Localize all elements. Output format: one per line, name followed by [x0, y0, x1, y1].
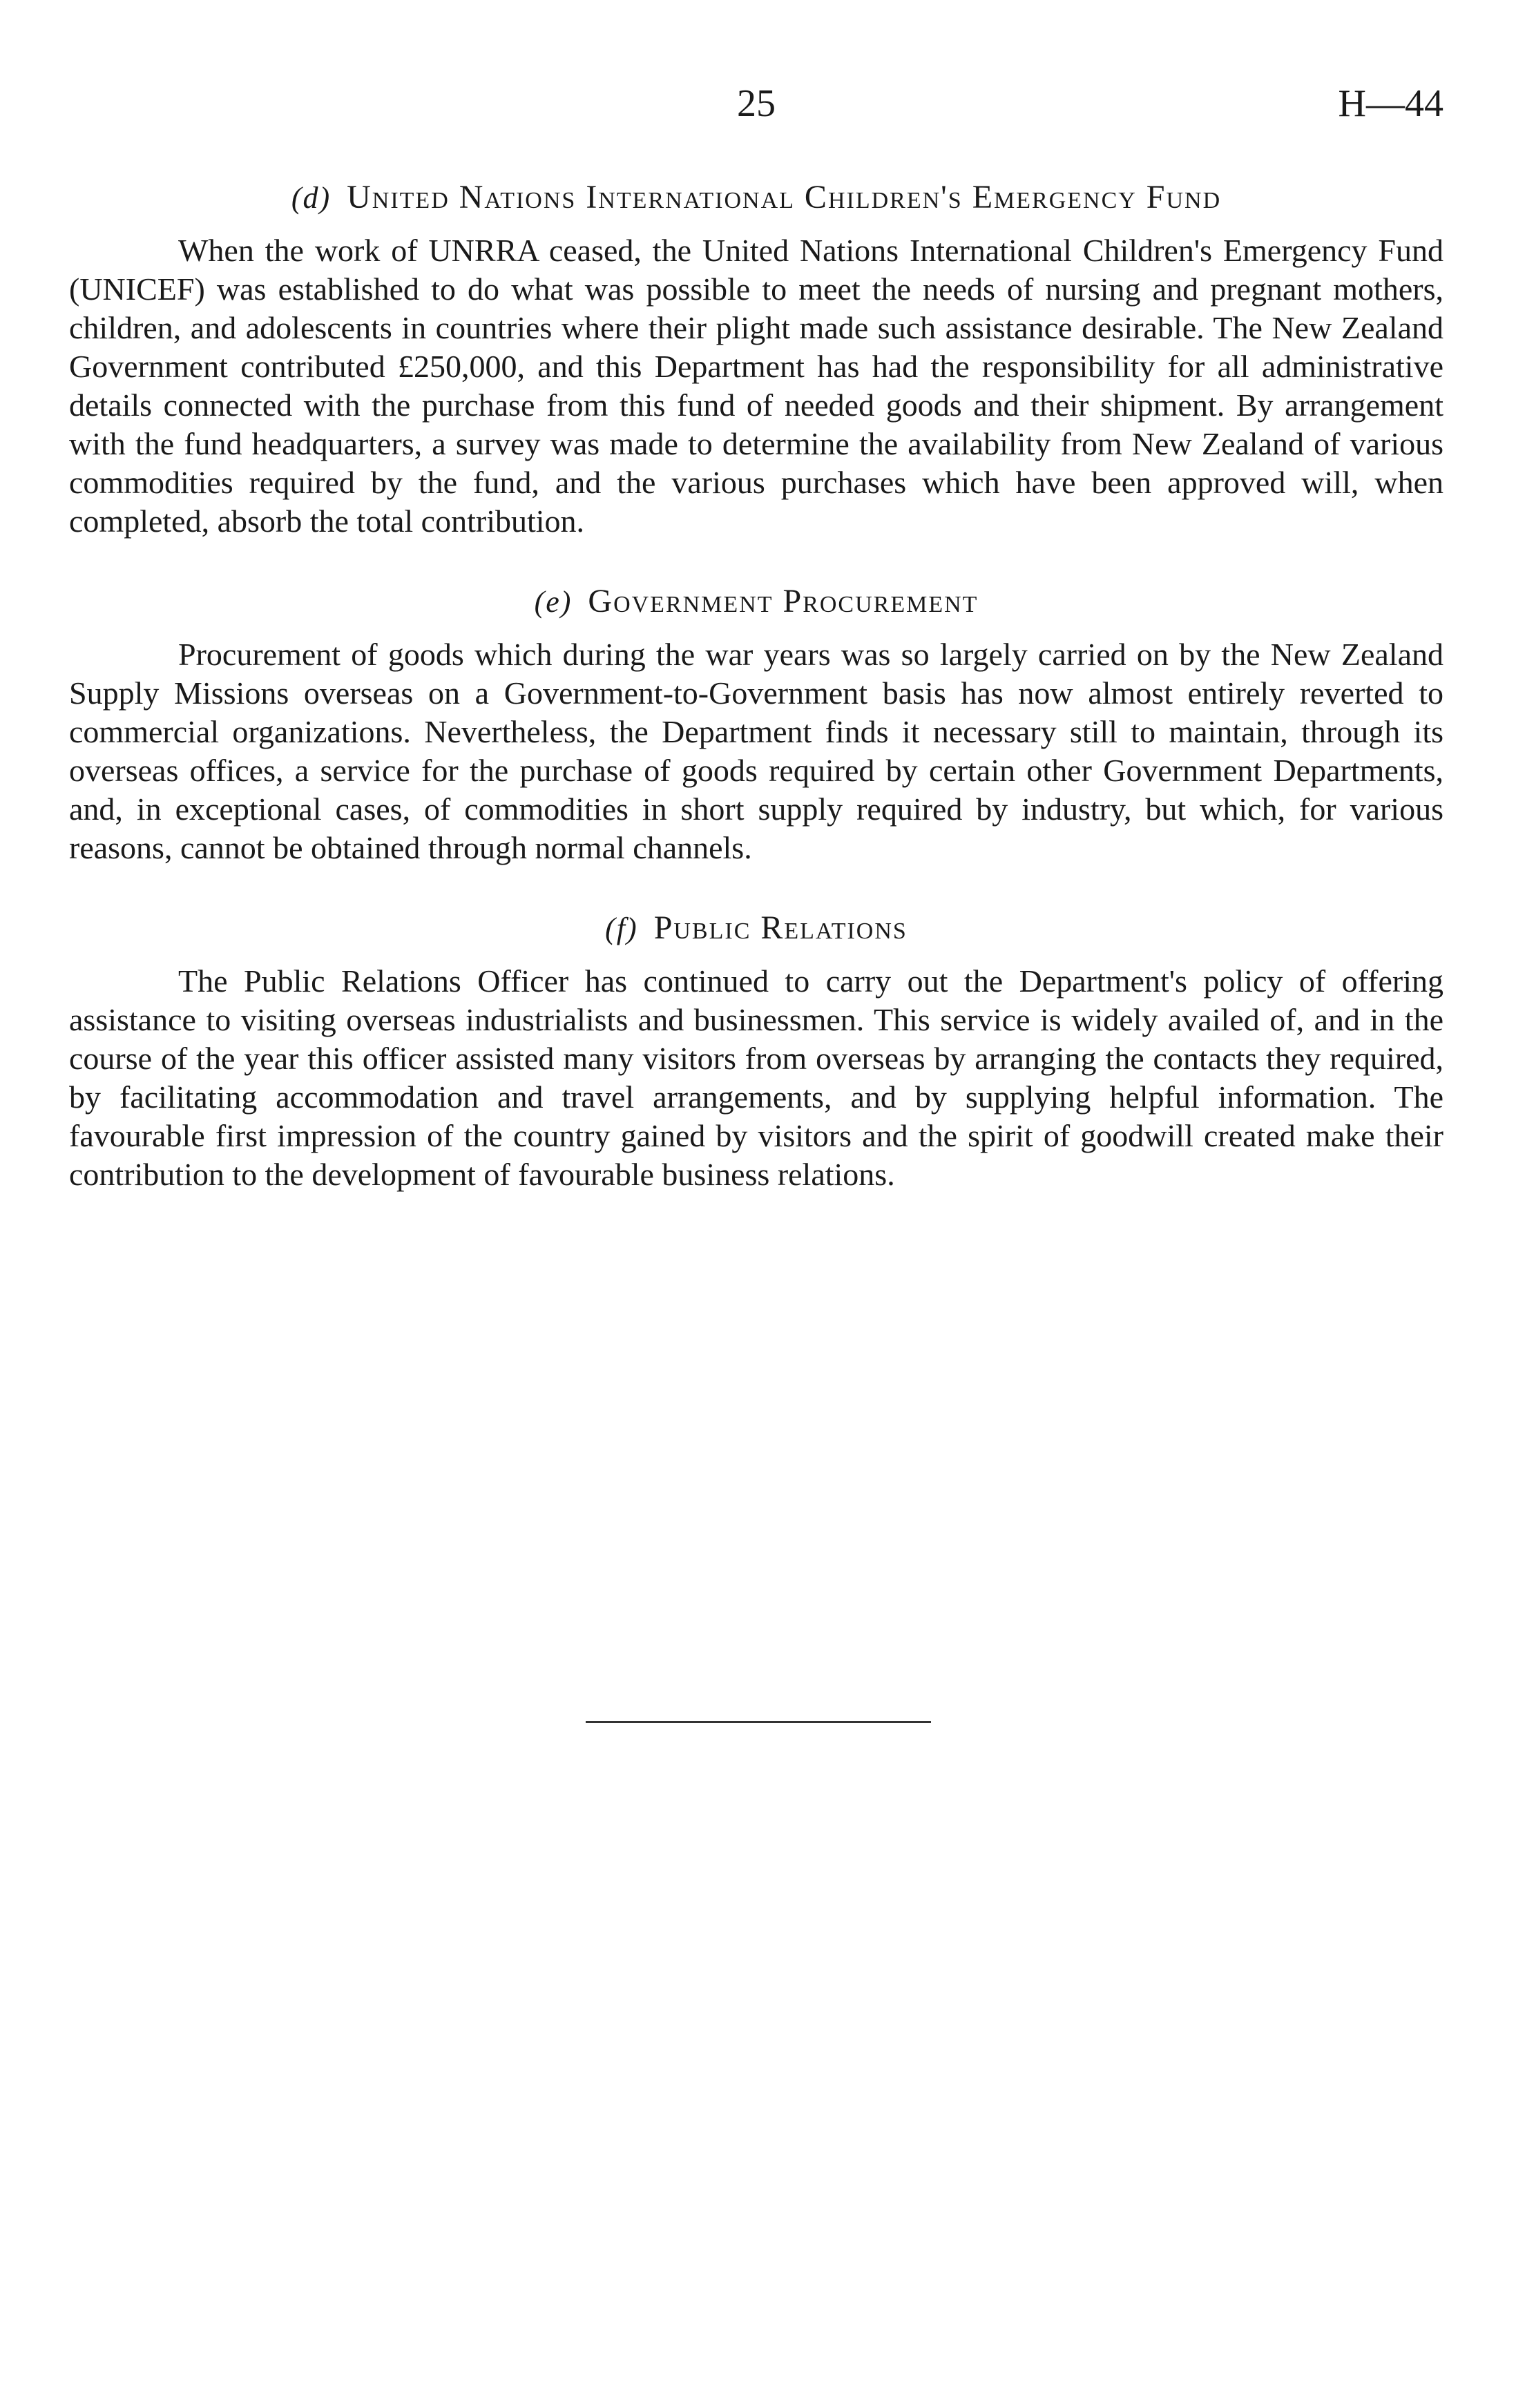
section-title: Public Relations: [653, 909, 908, 946]
section-unicef: [69, 178, 1443, 541]
section-paragraph: The Public Relations Officer has continued to carry out the Department's policy of offering assistance to visiting overseas industrialists and businessmen. This service is widely availed of, and in the course of the year this officer assisted many visitors from overseas by arranging the contacts they required, by facilitating accommodation and travel arrangements, and by supplying helpful information. The favourable first impression of the country gained by visitors and the spirit of goodwill created make their contribution to the development of favourable business relations.: [69, 963, 1443, 1192]
section-title: United Nations International Children's Emergency Fund: [347, 179, 1222, 215]
page-header: [69, 81, 1443, 137]
page-content: [69, 178, 1443, 1235]
section-public-relations: [69, 909, 1443, 1194]
section-marker: (d): [291, 181, 332, 215]
section-government-procurement: [69, 582, 1443, 867]
section-marker: (e): [534, 585, 573, 619]
section-paragraph: Procurement of goods which during the war years was so largely carried on by the New Zealand Supply Missions overseas on a Government-to-Government basis has now almost entirely reverted to commercial organizations. Nevertheless, the Department finds it necessary still to maintain, through its overseas offices, a service for the purchase of goods required by certain other Government Departments, and, in exceptional cases, of commodities in short supply required by industry, but which, for various reasons, cannot be obtained through normal channels.: [69, 637, 1443, 865]
section-heading: [69, 909, 1443, 947]
page-number: 25: [737, 82, 776, 125]
section-heading: [69, 582, 1443, 620]
document-reference: H—44: [1338, 82, 1443, 125]
end-rule-divider: [586, 1721, 931, 1723]
section-marker: (f): [605, 912, 638, 945]
section-heading: [69, 178, 1443, 216]
section-paragraph: When the work of UNRRA ceased, the United Nations International Children's Emergency Fund (UNICEF) was established to do what was possible to meet the needs of nursing and pregnant mothers, children, and adolescents in countries where their plight made such assistance desirable. The New Zealand Government contributed £250,000, and this Department has had the responsibility for all administrative details connected with the purchase from this fund of needed goods and their shipment. By arrangement with the fund headquarters, a survey was made to determine the availability from New Zealand of various commodities required by the fund, and the various purchases which have been approved will, when completed, absorb the total contribution.: [69, 233, 1443, 539]
section-title: Government Procurement: [588, 583, 979, 619]
